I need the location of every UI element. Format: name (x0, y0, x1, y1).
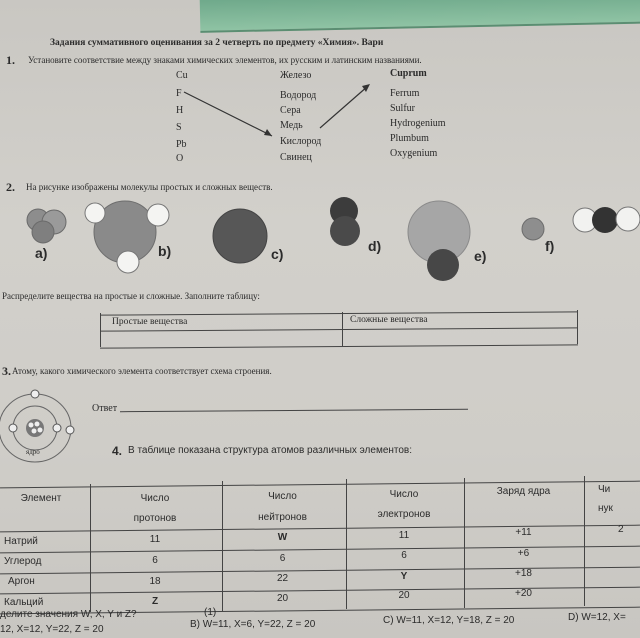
task2-text: На рисунке изображены молекулы простых и сложных веществ. (26, 182, 273, 192)
molecule-edge-atom-3 (616, 207, 640, 231)
t4-row3-charge: +18 (515, 568, 532, 579)
russian-name-iron: Железо (280, 70, 312, 81)
symbol-s: S (176, 122, 182, 133)
molecule-label-d: d) (368, 238, 382, 254)
symbol-f: F (176, 88, 182, 99)
t4-header-neutrons-2: нейтронов (258, 512, 307, 523)
molecule-b-atom-2 (147, 204, 169, 226)
t4-row4-protons: Z (151, 596, 159, 607)
task1-number: 1. (6, 53, 15, 67)
task4-question-mark: (1) (204, 607, 217, 618)
latin-name-sulfur: Sulfur (390, 103, 415, 114)
molecule-e-small-atom (427, 249, 459, 281)
molecule-d (330, 197, 360, 246)
russian-name-oxygen: Кислород (280, 136, 322, 147)
t4-header-electrons-1: Число (389, 489, 419, 500)
t4-row4-neutrons: 20 (276, 593, 289, 604)
symbol-pb: Pb (176, 139, 187, 150)
latin-name-oxygenium: Oxygenium (390, 148, 438, 159)
t4-header-nucleons-1: Чи (598, 484, 611, 495)
molecule-label-f: f) (545, 238, 555, 254)
t4-row3-electrons: Y (400, 571, 408, 582)
nucleon-1 (29, 423, 34, 428)
molecule-label-e: e) (474, 248, 487, 264)
latin-name-hydrogenium: Hydrogenium (390, 118, 446, 129)
russian-name-hydrogen: Водород (280, 90, 317, 101)
t4-row2-protons: 6 (152, 555, 158, 566)
t4-row3-neutrons: 22 (276, 573, 289, 584)
t4-row1-neutrons: W (277, 532, 288, 543)
arrow-f-to-oxygen (184, 92, 272, 136)
t4-header-electrons-2: электронов (377, 509, 431, 520)
t4-row2-electrons: 6 (401, 550, 407, 561)
molecule-edge-atom-2 (592, 207, 618, 233)
t4-row3-element: Аргон (8, 576, 35, 587)
t4-row2-charge: +6 (517, 548, 530, 559)
table2-header-simple: Простые вещества (112, 317, 188, 327)
t4-header-nucleons-2: нук (598, 503, 613, 514)
molecule-c-atom (213, 209, 267, 263)
latin-name-ferrum: Ferrum (390, 88, 420, 99)
latin-name-plumbum: Plumbum (390, 133, 429, 144)
task4-option-a[interactable]: 12, X=12, Y=22, Z = 20 (0, 624, 104, 635)
molecule-edge (573, 207, 640, 233)
molecule-d-atom-2 (330, 216, 360, 246)
molecule-a (27, 209, 66, 243)
t4-row4-charge: +20 (515, 588, 532, 599)
electron-4 (66, 426, 74, 434)
t4-row2-neutrons: 6 (279, 553, 286, 564)
t4-header-element: Элемент (20, 493, 62, 504)
task3-text: Атому, какого химического элемента соответствует схема строения. (12, 366, 272, 376)
symbol-o: O (176, 153, 184, 164)
t4-row3-protons: 18 (149, 576, 161, 587)
t4-row1-electrons: 11 (398, 530, 410, 541)
russian-name-copper: Медь (280, 120, 303, 131)
t4-row1-nucleons: 2 (618, 524, 624, 535)
answer-label: Ответ (92, 403, 118, 414)
task4-option-b[interactable]: B) W=11, X=6, Y=22, Z = 20 (190, 619, 316, 630)
table2-header-complex: Сложные вещества (350, 315, 428, 325)
symbol-cu: Cu (176, 70, 188, 81)
molecule-b-atom-1 (85, 203, 105, 223)
molecule-label-c: c) (271, 246, 284, 262)
molecule-b-atom-3 (117, 251, 139, 273)
page-title: Задания суммативного оценивания за 2 четверть по предмету «Химия». Вари (50, 38, 384, 48)
electron-1 (53, 424, 61, 432)
molecule-e (408, 201, 470, 281)
task4-option-c[interactable]: C) W=11, X=12, Y=18, Z = 20 (383, 615, 515, 626)
molecule-label-a: a) (35, 245, 48, 261)
t4-row1-protons: 11 (149, 534, 161, 545)
task2-instruction: Распределите вещества на простые и сложные. Заполните таблицу: (2, 291, 260, 301)
t4-row1-charge: +11 (515, 527, 532, 538)
t4-header-protons-1: Число (140, 493, 170, 504)
t4-row1-element: Натрий (4, 536, 38, 547)
latin-name-cuprum: Cuprum (390, 68, 427, 79)
t4-row4-element: Кальций (4, 597, 44, 608)
task4-number: 4. (112, 444, 123, 458)
t4-header-protons-2: протонов (133, 513, 177, 524)
matching-arrows (184, 84, 370, 136)
nucleon-4 (38, 428, 43, 433)
russian-name-sulfur: Сера (280, 105, 301, 116)
t4-header-charge: Заряд ядра (496, 486, 551, 497)
t4-row4-electrons: 20 (398, 590, 410, 601)
nucleon-3 (32, 429, 37, 434)
task3-number: 3. (2, 364, 11, 378)
task4-question: делите значения W, X, Y и Z? (0, 609, 137, 620)
russian-name-lead: Свинец (280, 152, 312, 163)
arrow-copper-to-ferrum (320, 86, 368, 128)
symbol-h: H (176, 105, 184, 116)
t4-row2-element: Углерод (4, 556, 42, 567)
electron-3 (31, 390, 39, 398)
molecule-f-atom (522, 218, 544, 240)
molecule-a-atom-3 (32, 221, 54, 243)
atom-scheme (0, 390, 74, 462)
task4-text: В таблице показана структура атомов различных элементов: (128, 445, 413, 456)
nucleon-2 (35, 422, 40, 427)
task1-text: Установите соответствие между знаками химических элементов, их русским и латинским названиями. (28, 55, 422, 65)
electron-2 (9, 424, 17, 432)
molecule-b (85, 201, 172, 273)
t4-header-neutrons-1: Число (268, 491, 297, 502)
nucleus-label: ядро (26, 448, 40, 456)
molecule-label-b: b) (158, 243, 172, 259)
task4-option-d[interactable]: D) W=12, X= (568, 612, 626, 623)
task2-number: 2. (6, 180, 15, 194)
